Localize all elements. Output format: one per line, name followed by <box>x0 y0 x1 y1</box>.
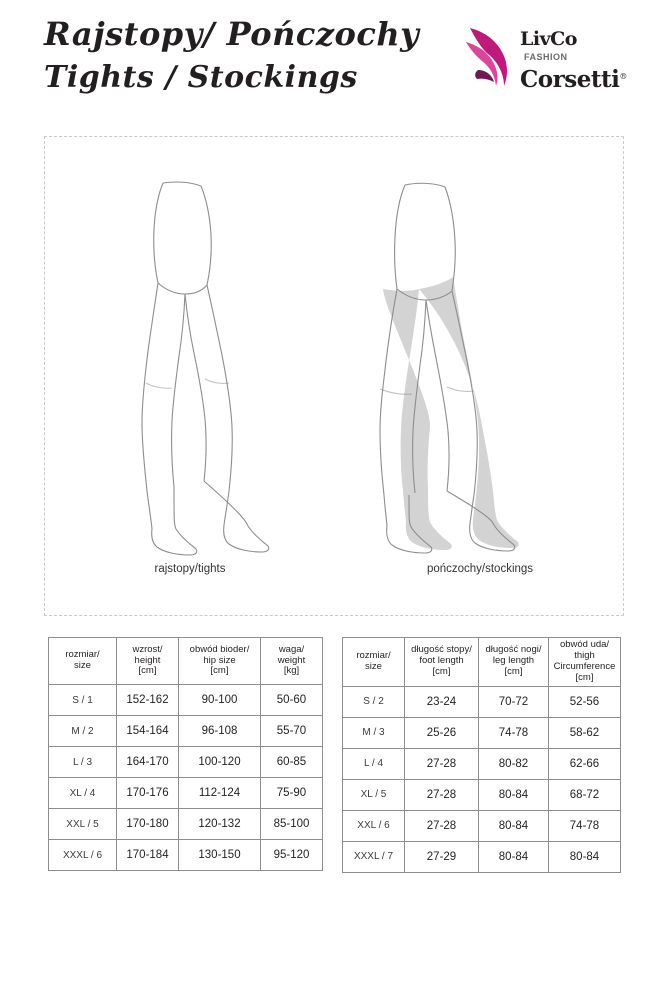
brand-logo <box>464 26 627 93</box>
col-header-size: rozmiar/ size <box>49 638 117 685</box>
table-row <box>49 685 323 716</box>
page-header <box>44 15 627 123</box>
cell-hip: 90-100 <box>179 685 261 716</box>
table-row <box>343 748 621 779</box>
cell-hip: 96-108 <box>179 716 261 747</box>
tights-illustration-icon <box>45 151 335 561</box>
cell-leg-length: 70-72 <box>479 686 549 717</box>
cell-thigh: 58-62 <box>549 717 621 748</box>
cell-size: S / 2 <box>343 686 405 717</box>
cell-foot-length: 27-29 <box>405 841 479 872</box>
cell-weight: 60-85 <box>261 747 323 778</box>
cell-thigh: 68-72 <box>549 779 621 810</box>
cell-thigh: 52-56 <box>549 686 621 717</box>
cell-leg-length: 80-84 <box>479 779 549 810</box>
table-row <box>343 686 621 717</box>
cell-hip: 100-120 <box>179 747 261 778</box>
cell-size: M / 2 <box>49 716 117 747</box>
cell-height: 170-176 <box>117 778 179 809</box>
cell-hip: 112-124 <box>179 778 261 809</box>
cell-weight: 50-60 <box>261 685 323 716</box>
col-header-hip-size: obwód bioder/ hip size [cm] <box>179 638 261 685</box>
stockings-illustration-icon <box>335 151 625 561</box>
cell-size: XXL / 6 <box>343 810 405 841</box>
illustration-panel <box>44 136 624 616</box>
table-header-row <box>343 638 621 687</box>
col-header-thigh-circumference: obwód uda/ thigh Circumference [cm] <box>549 638 621 687</box>
cell-foot-length: 27-28 <box>405 748 479 779</box>
cell-size: XL / 4 <box>49 778 117 809</box>
cell-hip: 120-132 <box>179 809 261 840</box>
cell-size: L / 4 <box>343 748 405 779</box>
cell-thigh: 80-84 <box>549 841 621 872</box>
cell-size: XXXL / 6 <box>49 840 117 871</box>
table-header-row <box>49 638 323 685</box>
cell-leg-length: 80-84 <box>479 841 549 872</box>
cell-foot-length: 27-28 <box>405 810 479 841</box>
table-row <box>49 809 323 840</box>
cell-leg-length: 80-82 <box>479 748 549 779</box>
col-header-size: rozmiar/ size <box>343 638 405 687</box>
cell-thigh: 62-66 <box>549 748 621 779</box>
table-row <box>49 840 323 871</box>
cell-size: S / 1 <box>49 685 117 716</box>
cell-size: XXL / 5 <box>49 809 117 840</box>
logo-wordmark <box>520 28 627 93</box>
col-header-weight: waga/ weight [kg] <box>261 638 323 685</box>
cell-height: 152-162 <box>117 685 179 716</box>
table-row <box>49 716 323 747</box>
figure-caption-tights: rajstopy/tights <box>154 563 226 575</box>
cell-weight: 95-120 <box>261 840 323 871</box>
logo-mark-icon <box>464 26 516 88</box>
stockings-table-body <box>343 686 621 872</box>
cell-leg-length: 74-78 <box>479 717 549 748</box>
cell-height: 170-180 <box>117 809 179 840</box>
logo-brand-top: LivCo <box>520 28 577 50</box>
table-row <box>49 778 323 809</box>
tights-size-table <box>48 637 323 871</box>
cell-weight: 75-90 <box>261 778 323 809</box>
stockings-size-table <box>342 637 621 873</box>
cell-foot-length: 23-24 <box>405 686 479 717</box>
cell-weight: 85-100 <box>261 809 323 840</box>
logo-brand-main-wrap <box>520 66 627 93</box>
logo-brand-sub: FASHION <box>524 52 568 62</box>
cell-hip: 130-150 <box>179 840 261 871</box>
logo-registered-mark: ® <box>619 72 627 81</box>
col-header-height: wzrost/ height [cm] <box>117 638 179 685</box>
tights-table-body <box>49 685 323 871</box>
cell-thigh: 74-78 <box>549 810 621 841</box>
table-row <box>343 779 621 810</box>
figure-caption-stockings: pończochy/stockings <box>426 563 534 575</box>
table-row <box>343 717 621 748</box>
page-title <box>44 15 464 95</box>
logo-brand-main: Corsetti <box>520 66 620 93</box>
figure-stockings <box>335 151 625 591</box>
cell-size: XXXL / 7 <box>343 841 405 872</box>
cell-weight: 55-70 <box>261 716 323 747</box>
cell-leg-length: 80-84 <box>479 810 549 841</box>
table-row <box>49 747 323 778</box>
title-line-english: Tights / Stockings <box>44 59 358 95</box>
cell-size: XL / 5 <box>343 779 405 810</box>
table-row <box>343 810 621 841</box>
title-line-polish: Rajstopy/ Pończochy <box>44 15 420 53</box>
table-row <box>343 841 621 872</box>
cell-foot-length: 27-28 <box>405 779 479 810</box>
cell-height: 170-184 <box>117 840 179 871</box>
col-header-foot-length: długość stopy/ foot length [cm] <box>405 638 479 687</box>
cell-height: 154-164 <box>117 716 179 747</box>
cell-size: L / 3 <box>49 747 117 778</box>
figure-tights <box>45 151 335 591</box>
col-header-leg-length: długość nogi/ leg length [cm] <box>479 638 549 687</box>
cell-foot-length: 25-26 <box>405 717 479 748</box>
cell-height: 164-170 <box>117 747 179 778</box>
cell-size: M / 3 <box>343 717 405 748</box>
